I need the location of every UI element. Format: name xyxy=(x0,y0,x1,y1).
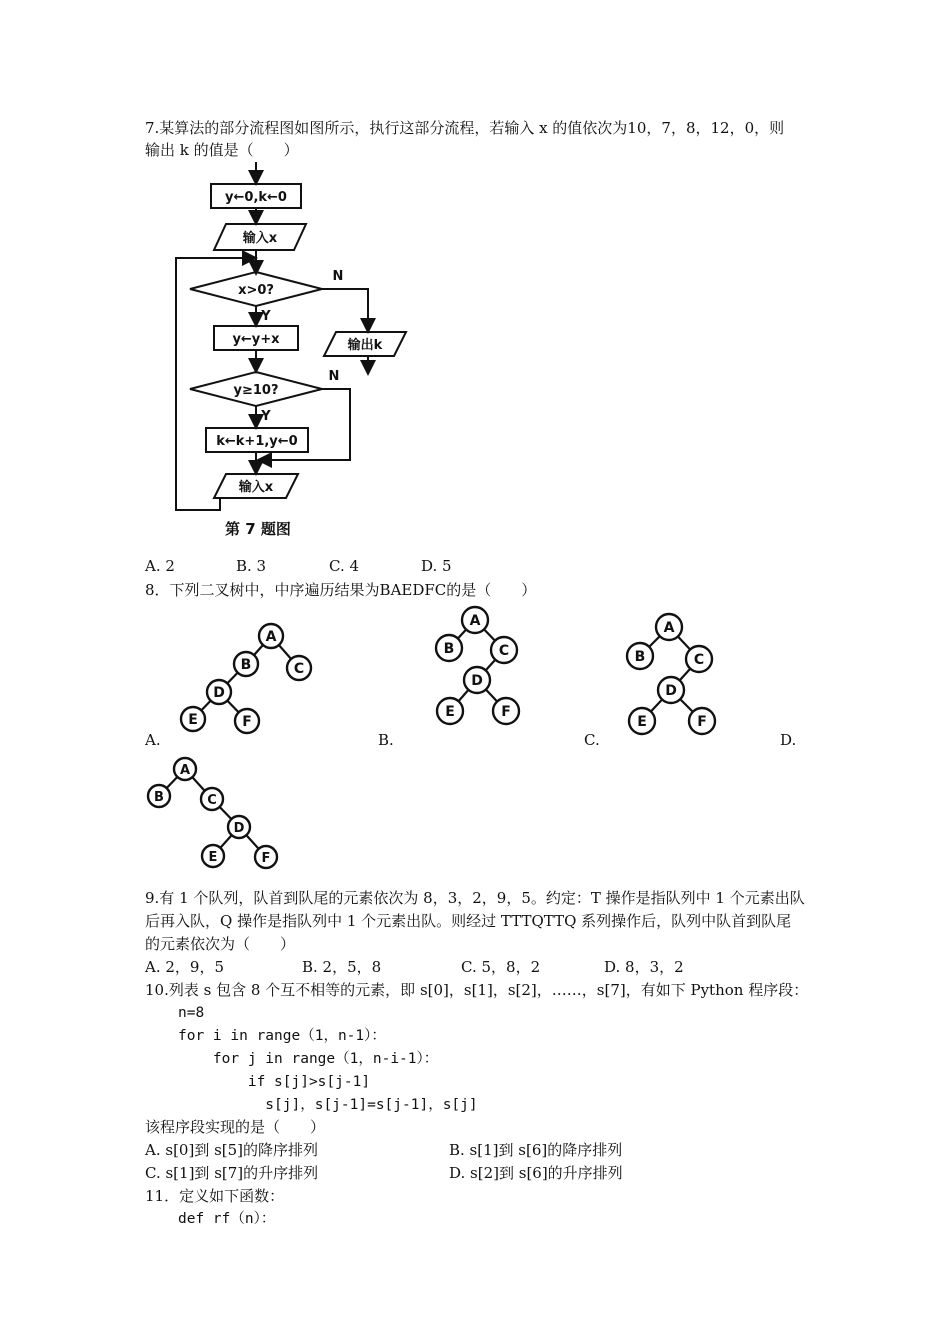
tree-a-node-e: E xyxy=(188,712,198,728)
tree-a-node-c: C xyxy=(293,661,305,677)
tree-b-node-c: C xyxy=(498,643,510,659)
flow-cond1-label: x>0? xyxy=(238,283,274,298)
tree-a-node-f: F xyxy=(242,714,252,730)
q8-tree-c xyxy=(612,608,752,738)
q7-option-c: C. 4 xyxy=(329,557,360,575)
q7-option-d: D. 5 xyxy=(421,557,452,575)
q8-stem: 8．下列二叉树中，中序遍历结果为BAEDFC的是（ ） xyxy=(145,581,537,599)
tree-b-node-b: B xyxy=(443,641,455,657)
tree-b-node-a: A xyxy=(469,613,481,629)
q9-option-b: B. 2，5，8 xyxy=(302,958,382,976)
q7-stem-line2: 输出 k 的值是（ ） xyxy=(145,141,299,159)
q11-stem: 11．定义如下函数： xyxy=(145,1187,285,1205)
q11-code-line1: def rf（n）： xyxy=(178,1211,276,1227)
flow-no2-label: N xyxy=(328,369,340,384)
tree-c-node-b: B xyxy=(634,649,646,665)
flow-input2-label: 输入x xyxy=(238,480,274,495)
tree-c-node-a: A xyxy=(663,620,675,636)
q10-option-c: C. s[1]到 s[7]的升序排列 xyxy=(145,1164,319,1182)
flow-caption: 第 7 题图 xyxy=(225,520,291,538)
q9-option-d: D. 8，3，2 xyxy=(604,958,684,976)
flow-assign-label: y←y+x xyxy=(232,332,280,347)
flow-yes1-label: Y xyxy=(261,309,271,324)
q10-code-line5: s[j]，s[j-1]=s[j-1]，s[j] xyxy=(178,1097,478,1113)
q8-label-d: D. xyxy=(780,731,797,749)
q8-label-c: C. xyxy=(584,731,600,749)
tree-b-node-f: F xyxy=(501,704,511,720)
q10-option-a: A. s[0]到 s[5]的降序排列 xyxy=(145,1141,319,1159)
q9-stem-line2: 后再入队，Q 操作是指队列中 1 个元素出队。则经过 TTTQTTQ 系列操作后，队列中队首到队尾 xyxy=(145,912,792,930)
tree-c-node-c: C xyxy=(693,652,705,668)
q10-code-line3: for j in range（1，n-i-1）： xyxy=(178,1051,439,1067)
q7-stem-line1: 7.某算法的部分流程图如图所示，执行这部分流程，若输入 x 的值依次为10，7，8，12，0，则 xyxy=(145,119,785,137)
flow-input1-label: 输入x xyxy=(242,231,278,246)
q10-option-d: D. s[2]到 s[6]的升序排列 xyxy=(449,1164,623,1182)
tree-a-node-a: A xyxy=(265,629,277,645)
q10-code-line4: if s[j]>s[j-1] xyxy=(178,1074,371,1090)
q10-code-line1: n=8 xyxy=(178,1005,205,1021)
flow-update-label: k←k+1,y←0 xyxy=(216,434,298,449)
tree-d-node-a: A xyxy=(179,763,191,778)
q10-code-line2: for i in range（1，n-1）： xyxy=(178,1028,386,1044)
q10-question: 该程序段实现的是（ ） xyxy=(145,1118,326,1136)
q7-option-b: B. 3 xyxy=(236,557,267,575)
q8-label-a: A. xyxy=(145,731,161,749)
q9-option-c: C. 5，8，2 xyxy=(461,958,541,976)
tree-b-node-d: D xyxy=(471,673,483,689)
q9-stem-line3: 的元素依次为（ ） xyxy=(145,935,296,953)
tree-a-node-d: D xyxy=(213,685,225,701)
tree-d-node-b: B xyxy=(154,790,164,805)
tree-d-node-c: C xyxy=(207,793,217,808)
q10-stem: 10.列表 s 包含 8 个互不相等的元素，即 s[0]，s[1]，s[2]，……，s[7]，有如下 Python 程序段： xyxy=(145,981,809,999)
tree-c-node-e: E xyxy=(637,714,647,730)
q7-flowchart xyxy=(170,158,590,548)
q9-option-a: A. 2，9，5 xyxy=(145,958,224,976)
flow-yes2-label: Y xyxy=(261,409,271,424)
tree-d-node-e: E xyxy=(208,850,218,865)
q9-stem-line1: 9.有 1 个队列，队首到队尾的元素依次为 8，3，2，9，5。约定：T 操作是指队列中 1 个元素出队 xyxy=(145,889,805,907)
q8-label-b: B. xyxy=(378,731,394,749)
flow-init-label: y←0,k←0 xyxy=(225,190,287,205)
q10-option-b: B. s[1]到 s[6]的降序排列 xyxy=(449,1141,623,1159)
tree-d-node-f: F xyxy=(261,851,271,866)
tree-c-node-f: F xyxy=(697,714,707,730)
q7-option-a: A. 2 xyxy=(145,557,175,575)
q8-tree-d xyxy=(140,755,300,875)
q8-tree-a xyxy=(170,618,370,738)
tree-d-node-d: D xyxy=(233,821,245,836)
tree-b-node-e: E xyxy=(445,704,455,720)
tree-a-node-b: B xyxy=(240,657,252,673)
tree-c-node-d: D xyxy=(665,683,677,699)
flow-no1-label: N xyxy=(332,269,344,284)
q8-tree-b xyxy=(420,600,560,730)
flow-output-label: 输出k xyxy=(347,338,383,353)
flow-cond2-label: y≥10? xyxy=(233,383,279,398)
